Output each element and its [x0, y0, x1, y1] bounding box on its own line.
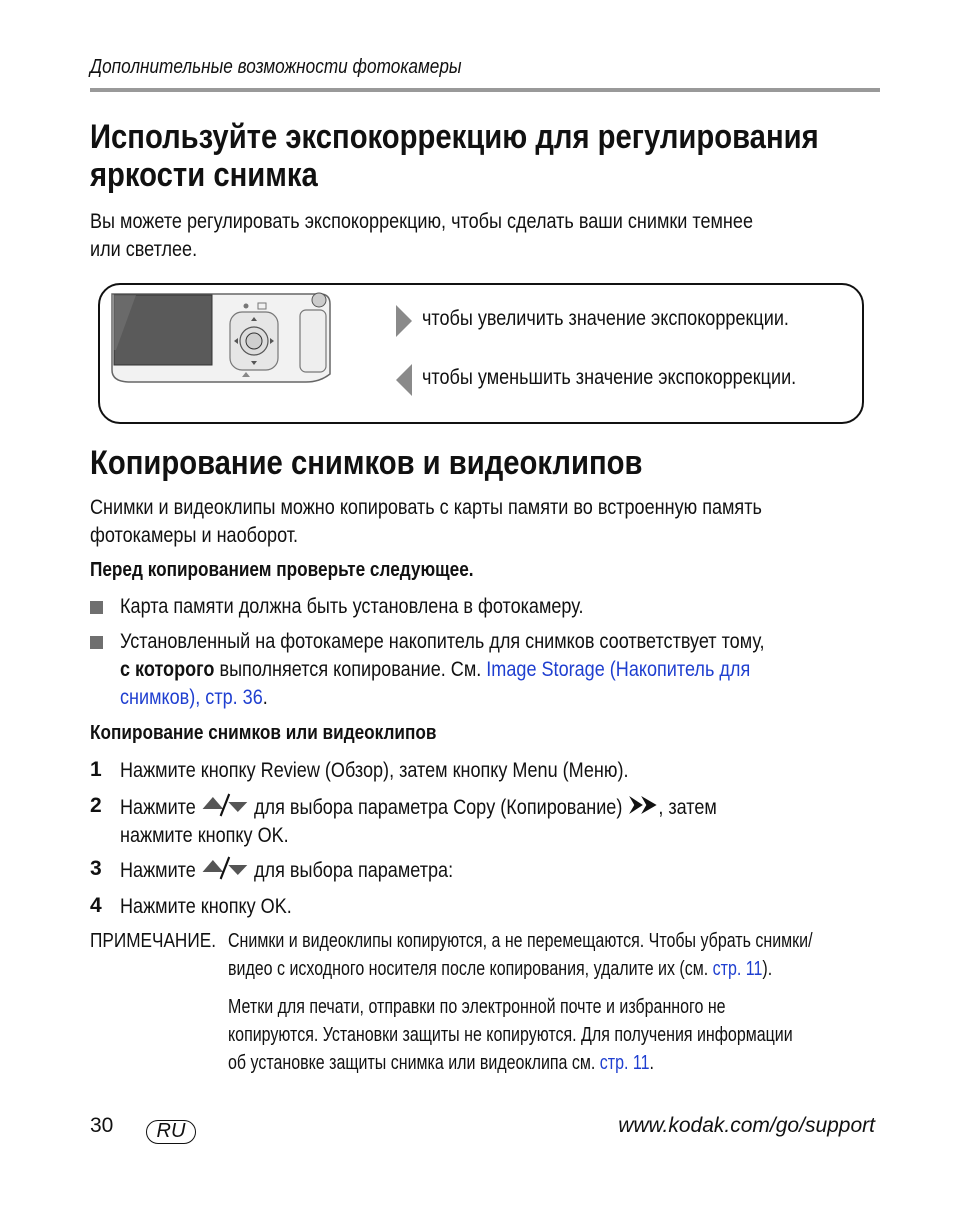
- support-url[interactable]: www.kodak.com/go/support: [618, 1114, 875, 1137]
- copy-intro: Снимки и видеоклипы можно копировать с карты памяти во встроенную память фотокамеры и наоборот.: [90, 496, 762, 547]
- right-arrow-icon: [394, 303, 414, 339]
- section-title-copy: Копирование снимков и видеоклипов: [90, 444, 643, 482]
- language-badge: RU: [146, 1120, 196, 1144]
- link-image-storage-cont[interactable]: снимков), стр. 36: [120, 686, 263, 709]
- left-arrow-icon: [394, 362, 414, 398]
- callout-left-text: чтобы уменьшить значение экспокоррекции.: [422, 366, 797, 389]
- step-3-text: Нажмите для выбора параметра:: [120, 856, 507, 885]
- up-down-arrows-icon: [201, 793, 249, 817]
- step-2-text: Нажмите для выбора параметра Copy (Копирование) , затем нажмите кнопку OK.: [120, 793, 814, 850]
- callout-right-text: чтобы увеличить значение экспокоррекции.: [422, 307, 789, 330]
- bullet-item-2: Установленный на фотокамере накопитель для снимков соответствует тому, с которого выполняется копирование. См. Image Storage (Накопитель для снимков), стр. 36.: [120, 630, 765, 709]
- bullet-item-1: Карта памяти должна быть установлена в фотокамеру.: [120, 595, 584, 618]
- step-number-3: 3: [90, 857, 102, 880]
- step-1-text: Нажмите кнопку Review (Обзор), затем кнопку Menu (Меню).: [120, 759, 629, 782]
- check-heading: Перед копированием проверьте следующее.: [90, 559, 474, 581]
- step-number-2: 2: [90, 794, 102, 817]
- double-right-arrow-icon: [627, 793, 658, 817]
- steps-heading: Копирование снимков или видеоклипов: [90, 722, 437, 744]
- note-paragraph-2: Метки для печати, отправки по электронной почте и избранного не копируются. Установки защиты не копируются. Для получения информации об установке защиты снимка или видеоклипа см. стр. 11.: [228, 996, 793, 1074]
- link-image-storage[interactable]: Image Storage (Накопитель для: [486, 658, 751, 681]
- section-title-exposure: Используйте экспокоррекцию для регулирования яркости снимка: [90, 118, 819, 194]
- running-header: Дополнительные возможности фотокамеры: [90, 56, 462, 78]
- link-page-11-protect[interactable]: стр. 11: [599, 1052, 650, 1074]
- bullet-marker: [90, 601, 103, 614]
- note-paragraph-1: Снимки и видеоклипы копируются, а не перемещаются. Чтобы убрать снимки/ видео с исходного носителя после копирования, удалите их (см. стр. 11).: [228, 930, 813, 980]
- header-rule: [90, 88, 880, 92]
- note-label: ПРИМЕЧАНИЕ.: [90, 930, 216, 952]
- bullet-marker: [90, 636, 103, 649]
- exposure-intro: Вы можете регулировать экспокоррекцию, чтобы сделать ваши снимки темнее или светлее.: [90, 210, 753, 261]
- step-number-1: 1: [90, 758, 102, 781]
- up-down-arrows-icon: [201, 856, 249, 880]
- page-number: 30: [90, 1114, 114, 1137]
- step-4-text: Нажмите кнопку OK.: [120, 895, 292, 918]
- camera-illustration: [106, 290, 338, 386]
- step-number-4: 4: [90, 894, 102, 917]
- link-page-11[interactable]: стр. 11: [712, 958, 763, 980]
